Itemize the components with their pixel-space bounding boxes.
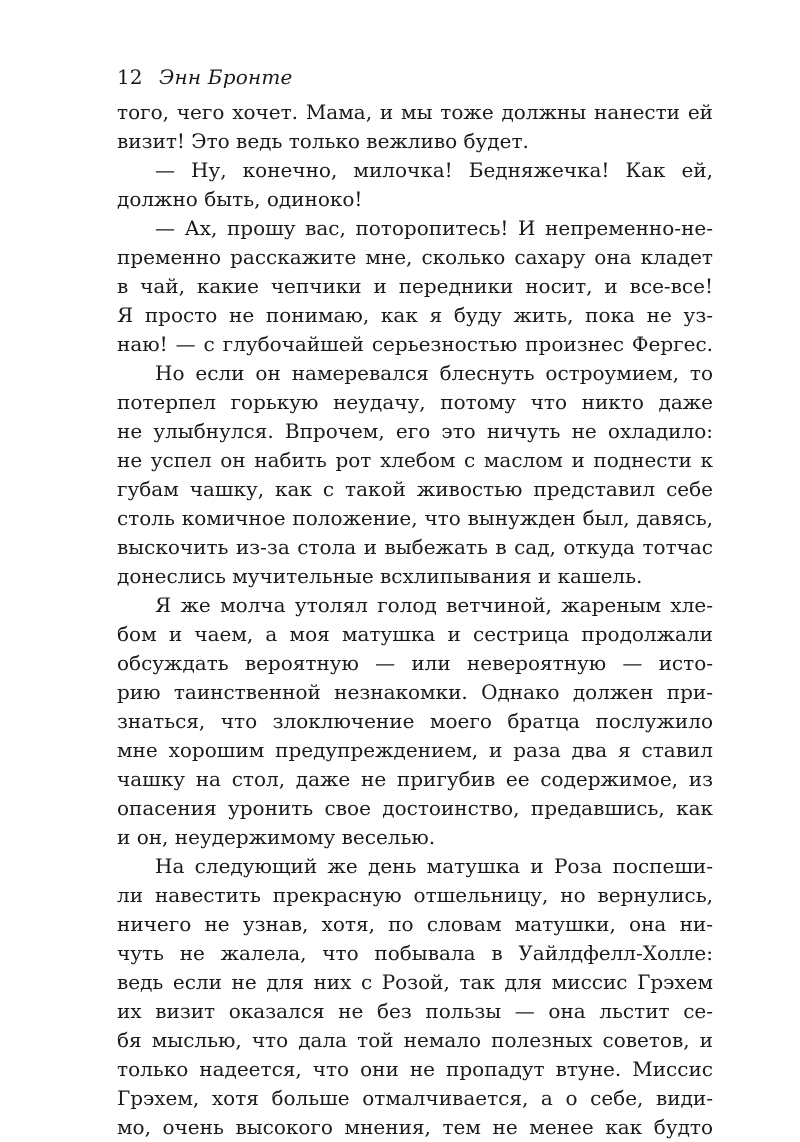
text-line: опасения уронить свое достоинство, предавшись, как xyxy=(117,796,713,820)
text-line: знаться, что злоключение моего братца послужило xyxy=(117,709,713,733)
book-page xyxy=(117,62,713,1142)
text-line: мне хорошим предупреждением, и раза два я ставил xyxy=(117,738,713,762)
text-line: только надеется, что они не пропадут втуне. Миссис xyxy=(117,1057,713,1081)
text-line: бом и чаем, а моя матушка и сестрица продолжали xyxy=(117,622,713,646)
body-text xyxy=(117,98,713,1142)
text-line: визит! Это ведь только вежливо будет. xyxy=(117,129,529,153)
text-line: наю! — с глубочайшей серьезностью произнес Фергес. xyxy=(117,332,713,356)
page-number: 12 xyxy=(117,65,143,89)
text-line: ли навестить прекрасную отшельницу, но вернулись, xyxy=(117,883,713,907)
text-line: ведь если не для них с Розой, так для миссис Грэхем xyxy=(117,970,713,994)
text-line: На следующий же день матушка и Роза поспеши- xyxy=(155,854,713,878)
text-line: донеслись мучительные всхлипывания и кашель. xyxy=(117,564,643,588)
text-line: — Ах, прошу вас, поторопитесь! И непременно-не- xyxy=(155,216,713,240)
text-line: губам чашку, как с такой живостью представил себе xyxy=(117,477,713,501)
text-line: пременно расскажите мне, сколько сахару она кладет xyxy=(117,245,713,269)
text-line: обсуждать вероятную — или невероятную — исто- xyxy=(117,651,713,675)
text-line: и он, неудержимому веселью. xyxy=(117,825,436,849)
text-line: не успел он набить рот хлебом с маслом и поднести к xyxy=(117,448,713,472)
text-line: потерпел горькую неудачу, потому что никто даже xyxy=(117,390,713,414)
text-line: того, чего хочет. Мама, и мы тоже должны нанести ей xyxy=(117,100,713,124)
text-line: должно быть, одиноко! xyxy=(117,187,363,211)
text-line: чашку на стол, даже не пригубив ее содержимое, из xyxy=(117,767,713,791)
text-line: бя мыслью, что дала той немало полезных советов, и xyxy=(117,1028,713,1052)
text-line: ничего не узнав, хотя, по словам матушки, она ни- xyxy=(117,912,713,936)
text-line: чуть не жалела, что побывала в Уайлдфелл-Холле: xyxy=(117,941,713,965)
running-head xyxy=(117,62,713,92)
text-line: не улыбнулся. Впрочем, его это ничуть не охладило: xyxy=(117,419,713,443)
text-line: выскочить из-за стола и выбежать в сад, откуда тотчас xyxy=(117,535,713,559)
text-line: Я же молча утолял голод ветчиной, жареным хле- xyxy=(155,593,713,617)
text-line: Но если он намеревался блеснуть остроумием, то xyxy=(155,361,713,385)
text-line: Грэхем, хотя больше отмалчивается, а о себе, види- xyxy=(117,1086,713,1110)
text-line: в чай, какие чепчики и передники носит, и все-все! xyxy=(117,274,713,298)
text-line: Я просто не понимаю, как я буду жить, пока не уз- xyxy=(117,303,713,327)
text-line: — Ну, конечно, милочка! Бедняжечка! Как ей, xyxy=(155,158,713,182)
text-line: столь комичное положение, что вынужден был, давясь, xyxy=(117,506,713,530)
text-line: мо, очень высокого мнения, тем не менее как будто xyxy=(117,1115,713,1139)
text-line: их визит оказался не без пользы — она льстит се- xyxy=(117,999,713,1023)
running-head-author: Энн Бронте xyxy=(159,65,293,89)
text-line: рию таинственной незнакомки. Однако должен при- xyxy=(117,680,713,704)
